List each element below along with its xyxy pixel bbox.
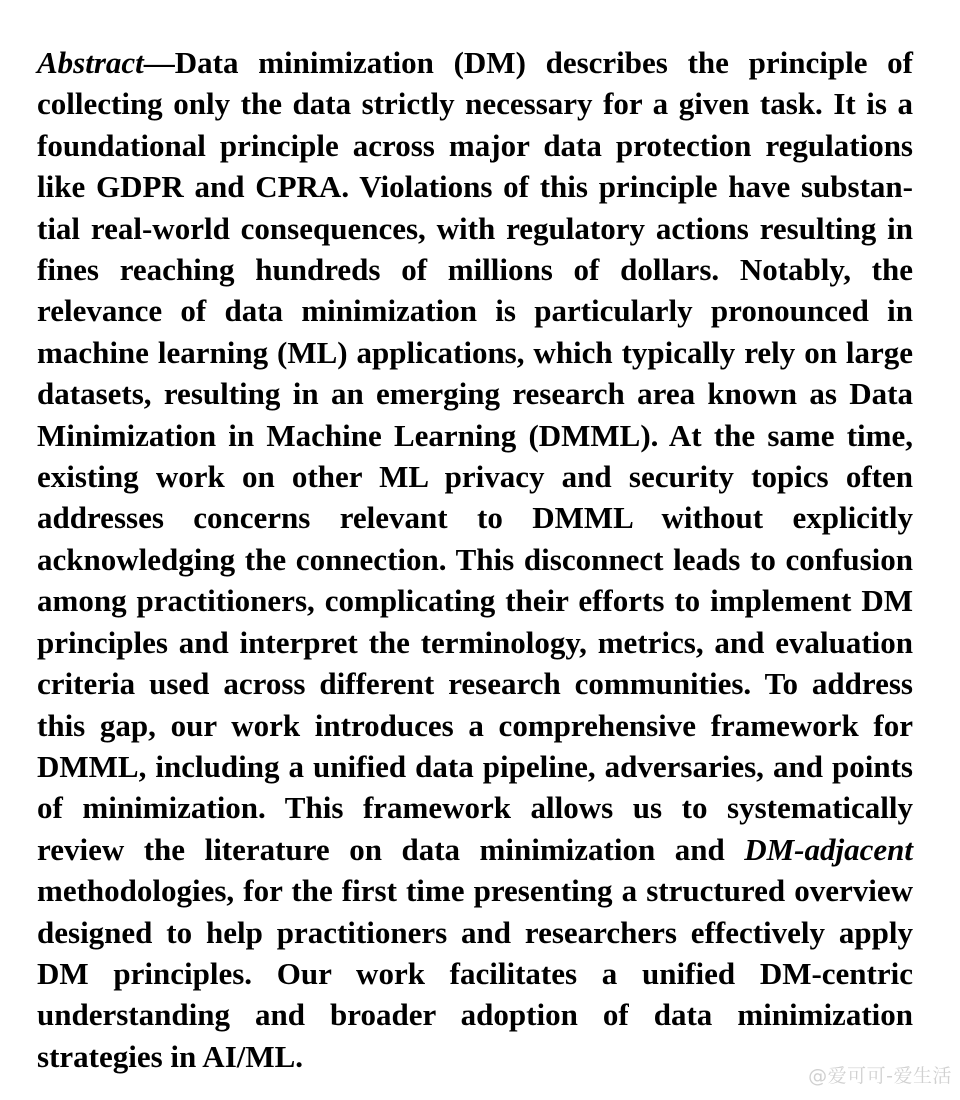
abstract-body-part-2: methodologies, for the first time presenting a structured overview designed to help practitioners and researchers effectively apply DM principles. Our work facilitates a unified DM-centric understanding and broader adoption of data minimization strategies in AI/ML. [37,873,913,1074]
abstract-dash: — [143,45,175,80]
abstract-body-part-1: Data minimization (DM) describes the principle of collecting only the data strictly necessary for a given task. It is a foundational principle across major data protection regulations like GDPR and CPRA. Violations of this principle have substantial real-world consequences, with regulatory actions resulting in fines reaching hundreds of millions of dollars. Notably, the relevance of data minimization is particularly pronounced in machine learning (ML) applications, which typically rely on large datasets, resulting in an emerging research area known as Data Minimization in Machine Learning (DMML). At the same time, existing work on other ML privacy and security topics often addresses concerns relevant to DMML without explicitly acknowledging the connection. This disconnect leads to confusion among practitioners, complicating their efforts to implement DM principles and interpret the terminology, metrics, and evaluation criteria used across different research communities. To address this gap, our work introduces a comprehensive framework for DMML, including a unified data pipeline, adversaries, and points of minimization. This framework allows us to systematically review the literature on data minimization and [37,45,913,867]
abstract-italic-term: DM-adjacent [744,831,913,867]
abstract-paragraph [37,42,913,1077]
abstract-label: Abstract [37,45,144,80]
watermark: @爱可可-爱生活 [808,1065,952,1087]
